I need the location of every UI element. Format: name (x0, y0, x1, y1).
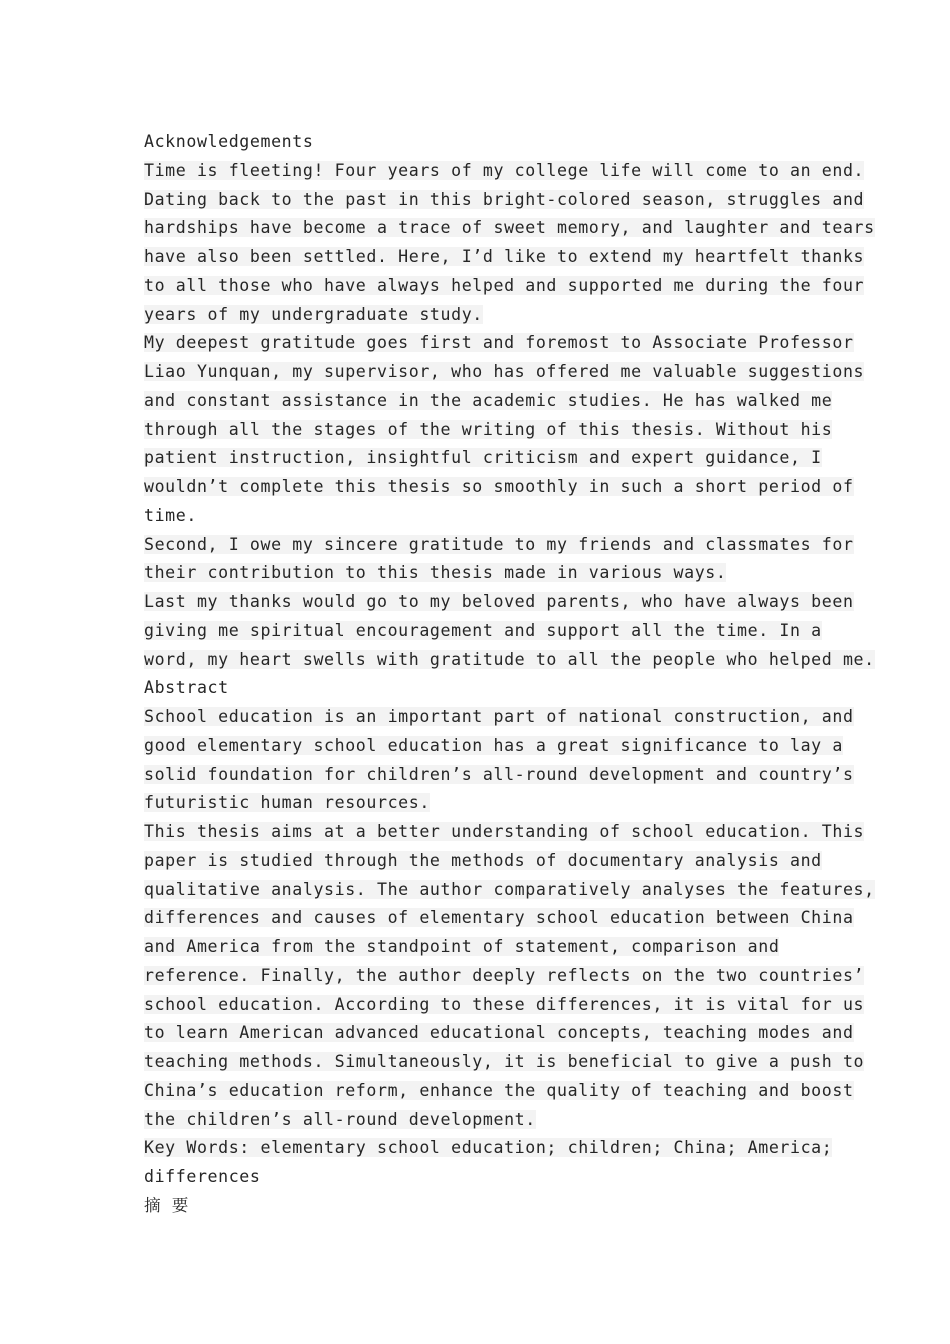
text-line-content: My deepest gratitude goes first and foremost to Associate Professor (144, 333, 854, 353)
text-line-abs-p2-l4 (144, 904, 854, 933)
text-line-content: reference. Finally, the author deeply reflects on the two countries’ (144, 965, 865, 985)
text-line-abstract-heading (144, 674, 814, 703)
text-line-ack-p2-l7 (144, 502, 814, 531)
text-line-content: and constant assistance in the academic studies. He has walked me (144, 390, 833, 410)
text-line-content: Acknowledgements (144, 132, 314, 151)
text-line-keywords-l2 (144, 1163, 814, 1192)
text-line-ack-p4-l3 (144, 646, 875, 675)
text-line-content: qualitative analysis. The author comparatively analyses the features, (144, 879, 875, 899)
text-line-abs-p2-l6 (144, 962, 865, 991)
text-line-content: patient instruction, insightful criticism and expert guidance, I (144, 448, 822, 468)
text-line-ack-p3-l1 (144, 531, 854, 560)
text-line-ack-p2-l4 (144, 416, 833, 445)
text-line-ack-p4-l2 (144, 617, 822, 646)
text-line-content: through all the stages of the writing of this thesis. Without his (144, 419, 833, 439)
text-line-content: good elementary school education has a great significance to lay a (144, 735, 843, 755)
text-line-content: years of my undergraduate study. (144, 304, 483, 324)
text-line-content: China’s education reform, enhance the quality of teaching and boost (144, 1080, 854, 1100)
text-line-ack-p1-l6 (144, 301, 814, 330)
text-line-abs-p1-l3 (144, 761, 854, 790)
text-line-ack-p1-l3 (144, 214, 875, 243)
text-line-content: Liao Yunquan, my supervisor, who has offered me valuable suggestions (144, 362, 865, 381)
text-line-abs-p2-l9 (144, 1048, 865, 1077)
text-line-content: to learn American advanced educational concepts, teaching modes and (144, 1023, 854, 1043)
text-line-content: This thesis aims at a better understanding of school education. This (144, 822, 865, 841)
text-line-content: teaching methods. Simultaneously, it is beneficial to give a push to (144, 1052, 865, 1071)
text-line-ack-p1-l2 (144, 186, 865, 215)
text-line-content: Dating back to the past in this bright-colored season, struggles and (144, 189, 865, 209)
text-line-content: 摘 要 (144, 1195, 189, 1215)
text-line-ack-p2-l1 (144, 329, 854, 358)
text-line-ack-p2-l2 (144, 358, 865, 387)
text-line-abs-p2-l3 (144, 876, 875, 905)
text-line-ack-p1-l5 (144, 272, 865, 301)
text-line-abs-p2-l10 (144, 1077, 854, 1106)
text-line-content: paper is studied through the methods of documentary analysis and (144, 850, 822, 870)
text-line-ack-p2-l6 (144, 473, 854, 502)
text-line-content: Second, I owe my sincere gratitude to my friends and classmates for (144, 534, 854, 554)
text-line-content: futuristic human resources. (144, 793, 430, 813)
text-line-ack-p2-l3 (144, 387, 833, 416)
text-line-content: differences and causes of elementary school education between China (144, 908, 854, 928)
text-line-content: wouldn’t complete this thesis so smoothly in such a short period of (144, 477, 854, 496)
text-line-ack-p1-l4 (144, 243, 865, 272)
text-line-content: Last my thanks would go to my beloved parents, who have always been (144, 592, 854, 611)
text-line-abs-p2-l11 (144, 1106, 814, 1135)
text-line-abs-p2-l7 (144, 991, 865, 1020)
text-line-content: school education. According to these differences, it is vital for us (144, 994, 865, 1014)
text-line-content: giving me spiritual encouragement and support all the time. In a (144, 620, 822, 640)
text-line-content: time. (144, 505, 197, 525)
text-line-content: solid foundation for children’s all-round development and country’s (144, 764, 854, 784)
text-line-abs-p2-l2 (144, 847, 822, 876)
text-line-ack-p2-l5 (144, 444, 822, 473)
text-line-abs-p1-l1 (144, 703, 854, 732)
text-line-ack-p4-l1 (144, 588, 854, 617)
text-line-abs-p2-l1 (144, 818, 865, 847)
text-line-content: word, my heart swells with gratitude to all the people who helped me. (144, 649, 875, 669)
text-line-abs-p2-l8 (144, 1019, 854, 1048)
text-line-content: Time is fleeting! Four years of my college life will come to an end. (144, 160, 865, 180)
document-page (144, 128, 875, 1221)
text-line-content: Key Words: elementary school education; children; China; America; (144, 1138, 833, 1158)
text-line-abs-p1-l2 (144, 732, 843, 761)
text-line-content: the children’s all-round development. (144, 1109, 536, 1129)
text-line-content: School education is an important part of national construction, and (144, 707, 854, 726)
text-line-content: hardships have become a trace of sweet memory, and laughter and tears (144, 218, 875, 238)
text-line-abs-p1-l4 (144, 789, 814, 818)
text-line-ack-p3-l2 (144, 559, 814, 588)
text-line-ack-p1-l1 (144, 157, 865, 186)
text-line-content: to all those who have always helped and supported me during the four (144, 275, 865, 295)
text-line-content: Abstract (144, 678, 229, 698)
text-line-keywords-l1 (144, 1134, 833, 1163)
text-line-content: differences (144, 1167, 261, 1186)
text-line-chinese-abstract-heading (144, 1192, 814, 1221)
text-line-content: their contribution to this thesis made in various ways. (144, 563, 727, 583)
text-line-content: have also been settled. Here, I’d like to extend my heartfelt thanks (144, 247, 865, 266)
text-line-abs-p2-l5 (144, 933, 814, 962)
text-line-content: and America from the standpoint of statement, comparison and (144, 937, 780, 956)
text-line-ack-heading (144, 128, 814, 157)
